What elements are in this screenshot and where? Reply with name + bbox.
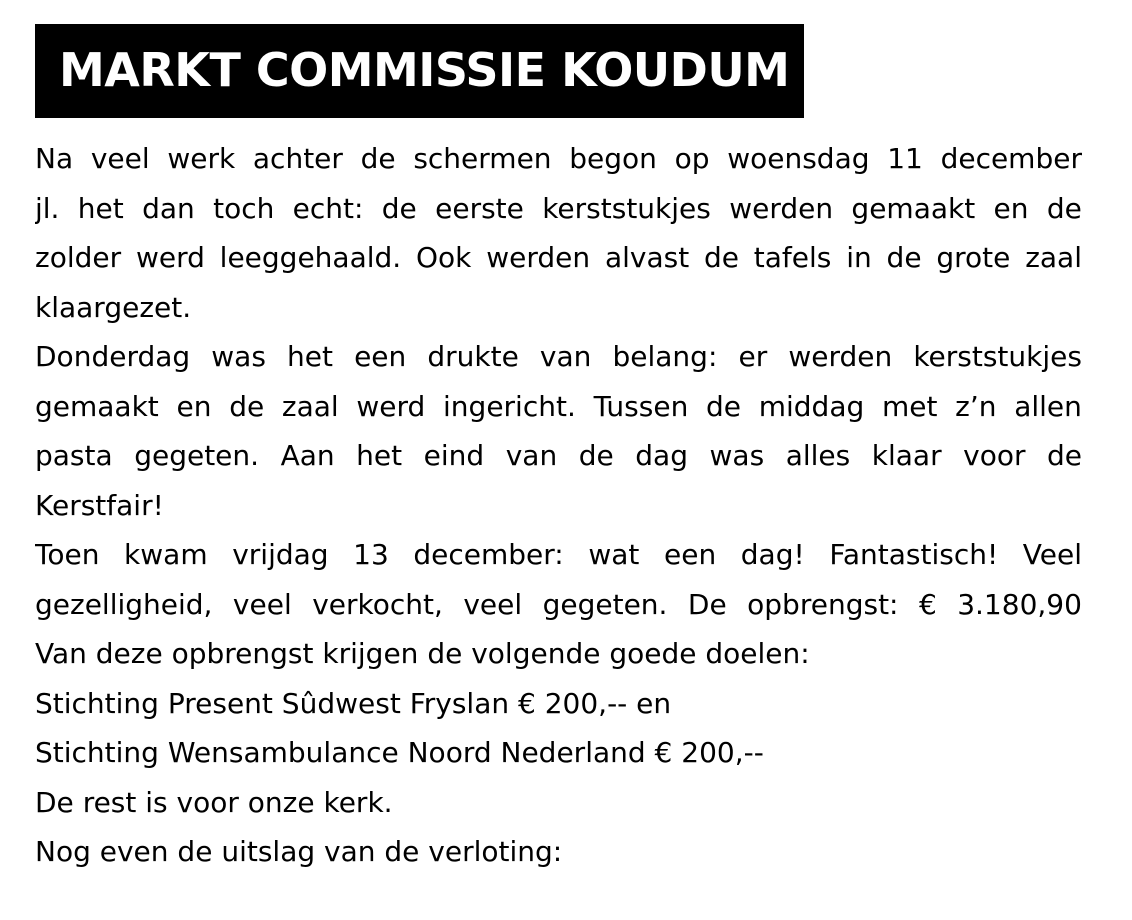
word: was	[211, 340, 266, 373]
word: Toen	[35, 538, 100, 571]
word: het	[287, 340, 333, 373]
word: de	[229, 389, 265, 423]
word: achter	[252, 142, 343, 175]
word: en	[993, 191, 1029, 225]
word: van	[505, 439, 558, 472]
text-line: Nog even de uitslag van de verloting:	[35, 835, 563, 868]
word: z’n	[955, 389, 997, 423]
word: middag	[758, 389, 865, 423]
text-line	[35, 134, 1082, 184]
word: dag!	[740, 538, 805, 571]
word: wat	[588, 538, 640, 571]
word: woensdag	[727, 142, 870, 175]
text-line: Stichting Wensambulance Noord Nederland € 200,--	[35, 736, 764, 769]
word: jl.	[35, 191, 60, 225]
word: in	[846, 241, 872, 274]
word: was	[709, 439, 765, 472]
word: allen	[1014, 389, 1082, 423]
word: een	[663, 538, 717, 571]
word: gemaakt	[35, 389, 159, 423]
title-banner	[35, 24, 804, 118]
page-title: MARKT COMMISSIE KOUDUM	[59, 43, 790, 97]
word: grote	[936, 241, 1011, 274]
word: de	[703, 241, 739, 274]
word: begon	[569, 142, 657, 175]
word: veel	[463, 587, 523, 621]
word: van	[539, 340, 592, 373]
word: alvast	[604, 241, 690, 274]
word: werd	[135, 241, 205, 274]
word: kwam	[124, 538, 208, 571]
word: pasta	[35, 439, 113, 472]
word: eerste	[435, 191, 524, 225]
word: op	[674, 142, 710, 175]
text-line: Kerstfair!	[35, 488, 164, 522]
word: werden	[729, 191, 834, 225]
word: Na	[35, 142, 74, 175]
word: tafels	[753, 241, 832, 274]
word: gemaakt	[851, 191, 976, 225]
word: klaar	[871, 439, 942, 472]
text-line: De rest is voor onze kerk.	[35, 785, 393, 819]
word: 11	[887, 142, 923, 175]
word: 3.180,90	[957, 587, 1082, 621]
word: de	[1046, 191, 1082, 225]
text-line	[35, 530, 1082, 580]
word: eind	[423, 439, 485, 472]
word: december:	[413, 538, 564, 571]
word: De	[687, 587, 727, 621]
word: december	[940, 142, 1082, 175]
word: alles	[785, 439, 851, 472]
word: werden	[788, 340, 893, 373]
word: schermen	[413, 142, 552, 175]
word: veel	[90, 142, 150, 175]
word: de	[360, 142, 396, 175]
word: de	[706, 389, 742, 423]
word: ingericht.	[443, 389, 576, 423]
word: vrijdag	[232, 538, 329, 571]
text-line	[35, 431, 1082, 481]
word: Aan	[280, 439, 335, 472]
word: €	[918, 587, 937, 621]
word: 13	[353, 538, 389, 571]
word: een	[354, 340, 407, 373]
word: Ook	[416, 241, 472, 274]
article-body	[35, 134, 1082, 877]
word: gezelligheid,	[35, 587, 213, 621]
word: zaal	[1025, 241, 1082, 274]
word: echt:	[292, 191, 364, 225]
word: toch	[213, 191, 275, 225]
word: er	[738, 340, 768, 373]
text-line: klaargezet.	[35, 290, 192, 324]
word: veel	[232, 587, 292, 621]
word: voor	[963, 439, 1026, 472]
word: de	[381, 191, 417, 225]
word: dag	[635, 439, 688, 472]
word: kerststukjes	[913, 340, 1082, 373]
word: werk	[167, 142, 236, 175]
text-line	[35, 233, 1082, 283]
word: werden	[486, 241, 591, 274]
word: en	[176, 389, 212, 423]
word: dan	[142, 191, 195, 225]
word: de	[578, 439, 614, 472]
word: met	[881, 389, 938, 423]
text-line	[35, 382, 1082, 432]
word: gegeten.	[134, 439, 260, 472]
word: drukte	[427, 340, 519, 373]
text-line: Van deze opbrengst krijgen de volgende goede doelen:	[35, 637, 810, 670]
word: Veel	[1022, 538, 1082, 571]
word: opbrengst:	[747, 587, 899, 621]
word: zolder	[35, 241, 122, 274]
word: zaal	[281, 389, 339, 423]
word: de	[1047, 439, 1082, 472]
text-line	[35, 332, 1082, 382]
word: gegeten.	[542, 587, 668, 621]
word: Donderdag	[35, 340, 191, 373]
word: leeggehaald.	[219, 241, 402, 274]
word: belang:	[612, 340, 718, 373]
word: Fantastisch!	[829, 538, 999, 571]
word: werd	[356, 389, 426, 423]
word: Tussen	[593, 389, 689, 423]
word: de	[886, 241, 922, 274]
word: het	[77, 191, 124, 225]
text-line: Stichting Present Sûdwest Fryslan € 200,-- en	[35, 686, 672, 720]
text-line	[35, 580, 1082, 630]
text-line	[35, 184, 1082, 234]
word: kerststukjes	[542, 191, 711, 225]
word: verkocht,	[312, 587, 443, 621]
word: het	[356, 439, 403, 472]
